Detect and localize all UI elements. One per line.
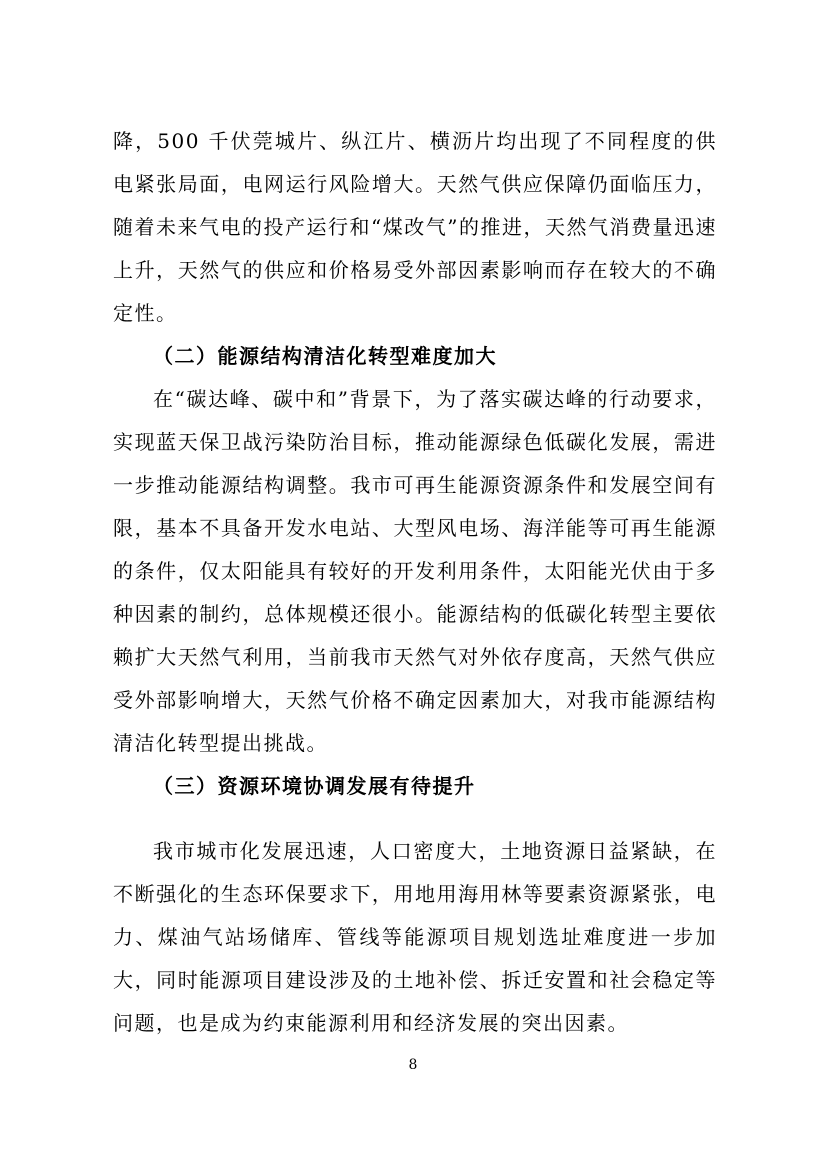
page-content — [113, 120, 717, 1045]
paragraph-continuation: 降，500 千伏莞城片、纵江片、横沥片均出现了不同程度的供电紧张局面，电网运行风险增大。天然气供应保障仍面临压力，随着未来气电的投产运行和“煤改气”的推进，天然气消费量迅速上升，天然气的供应和价格易受外部因素影响而存在较大的不确定性。 — [113, 129, 717, 325]
paragraph-resource-environment: 我市城市化发展迅速，人口密度大，土地资源日益紧缺，在不断强化的生态环保要求下，用地用海用林等要素资源紧张，电力、煤油气站场储库、管线等能源项目规划选址难度进一步加大，同时能源项目建设涉及的土地补偿、拆迁安置和社会稳定等问题，也是成为约束能源利用和经济发展的突出因素。 — [113, 839, 717, 1035]
page-number: 8 — [408, 1057, 418, 1073]
section-heading-2: （二）能源结构清洁化转型难度加大 — [153, 344, 497, 368]
section-heading-3: （三）资源环境协调发展有待提升 — [153, 774, 476, 798]
paragraph-energy-transition: 在“碳达峰、碳中和”背景下，为了落实碳达峰的行动要求，实现蓝天保卫战污染防治目标，推动能源绿色低碳化发展，需进一步推动能源结构调整。我市可再生能源资源条件和发展空间有限，基本不具备开发水电站、大型风电场、海洋能等可再生能源的条件，仅太阳能具有较好的开发利用条件，太阳能光伏由于多种因素的制约，总体规模还很小。能源结构的低碳化转型主要依赖扩大天然气利用，当前我市天然气对外依存度高，天然气供应受外部影响增大，天然气价格不确定因素加大，对我市能源结构清洁化转型提出挑战。 — [113, 387, 717, 755]
